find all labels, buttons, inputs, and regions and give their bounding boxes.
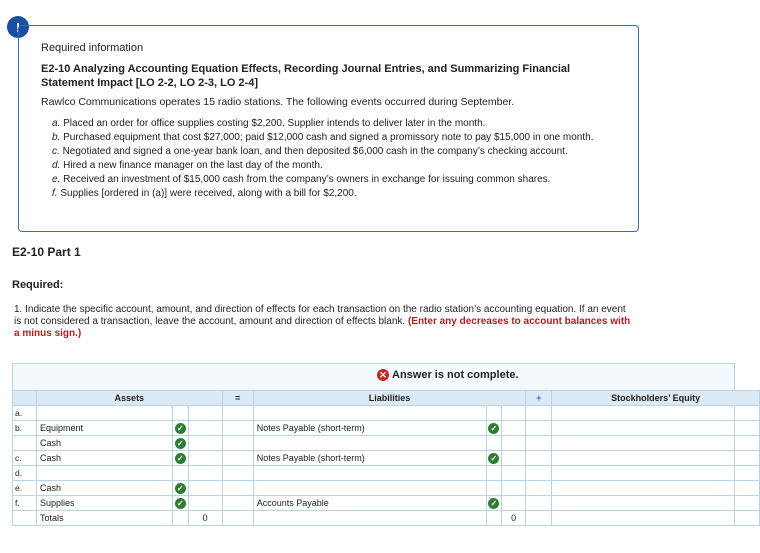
required-label: Required: [12, 279, 64, 291]
check-icon: ✓ [175, 498, 186, 509]
asset-amount-input[interactable] [188, 496, 222, 511]
equity-account-select[interactable] [552, 436, 760, 451]
asset-amount-input[interactable] [188, 436, 222, 451]
liability-amount-input[interactable] [501, 436, 525, 451]
exercise-intro: Rawlco Communications operates 15 radio stations. The following events occurred during September. [41, 96, 515, 108]
check-icon: ✓ [488, 498, 499, 509]
row-label: c. [13, 451, 37, 466]
answer-panel [12, 363, 735, 390]
row-label: f. [13, 496, 37, 511]
asset-account-select[interactable]: Cash [37, 436, 173, 451]
check-icon: ✓ [175, 483, 186, 494]
table-header-row [13, 391, 760, 406]
table-row [13, 406, 760, 421]
liability-amount-input[interactable] [501, 481, 525, 496]
check-icon: ✓ [175, 423, 186, 434]
asset-account-select[interactable]: Equipment [37, 421, 173, 436]
liability-account-select[interactable] [253, 436, 486, 451]
check-icon: ✓ [175, 438, 186, 449]
table-row [13, 436, 760, 451]
liability-account-select[interactable] [253, 481, 486, 496]
assets-header: Assets [37, 391, 223, 406]
row-label [13, 436, 37, 451]
check-icon: ✓ [488, 453, 499, 464]
equity-header: Stockholders’ Equity [552, 391, 760, 406]
row-label: b. [13, 421, 37, 436]
asset-account-select[interactable]: Cash [37, 481, 173, 496]
event-list [52, 118, 612, 202]
answer-status: ✕ Answer is not complete. [377, 369, 519, 381]
equals-sign: = [222, 391, 253, 406]
liabilities-total: 0 [501, 511, 525, 526]
totals-label: Totals [37, 511, 173, 526]
alert-icon: ! [7, 16, 29, 38]
instruction-text: 1. Indicate the specific account, amount, and direction of effects for each transaction on the radio station’s accounting equation. If an event is not considered a transaction, leave the account, amount and direction of effects blank. (Enter any decreases to account balances with a minus sign.) [14, 304, 631, 339]
table-row [13, 451, 760, 466]
liability-account-select[interactable]: Notes Payable (short-term) [253, 421, 486, 436]
asset-amount-input[interactable] [188, 481, 222, 496]
row-label: d. [13, 466, 37, 481]
instruction-note: (Enter any decreases to account balances with a minus sign.) [14, 316, 631, 339]
liability-amount-input[interactable] [501, 406, 525, 421]
table-row [13, 496, 760, 511]
totals-row [13, 511, 760, 526]
asset-account-select[interactable] [37, 466, 173, 481]
asset-amount-input[interactable] [188, 451, 222, 466]
asset-account-select[interactable]: Cash [37, 451, 173, 466]
asset-account-select[interactable] [37, 406, 173, 421]
liability-account-select[interactable]: Accounts Payable [253, 496, 486, 511]
check-icon: ✓ [175, 453, 186, 464]
equity-account-select[interactable] [552, 496, 760, 511]
event-item: c. Negotiated and signed a one-year bank loan, and then deposited $6,000 cash in the company’s checking account. [52, 146, 568, 157]
plus-sign: + [526, 391, 552, 406]
row-label: e. [13, 481, 37, 496]
row-label: a. [13, 406, 37, 421]
liability-account-select[interactable]: Notes Payable (short-term) [253, 451, 486, 466]
asset-amount-input[interactable] [188, 466, 222, 481]
liability-amount-input[interactable] [501, 421, 525, 436]
event-item: b. Purchased equipment that cost $27,000; paid $12,000 cash and signed a promissory note to pay $15,000 in one month. [52, 132, 594, 143]
equity-account-select[interactable] [552, 466, 760, 481]
table-row [13, 481, 760, 496]
event-item: a. Placed an order for office supplies costing $2,200. Supplier intends to deliver later in the month. [52, 118, 486, 129]
part-title: E2-10 Part 1 [12, 245, 81, 259]
liability-account-select[interactable] [253, 466, 486, 481]
equity-account-select[interactable] [552, 421, 760, 436]
equity-account-select[interactable] [552, 406, 760, 421]
equity-account-select[interactable] [552, 451, 760, 466]
asset-amount-input[interactable] [188, 406, 222, 421]
event-item: f. Supplies [ordered in (a)] were received, along with a bill for $2,200. [52, 188, 357, 199]
check-icon: ✓ [488, 423, 499, 434]
asset-account-select[interactable]: Supplies [37, 496, 173, 511]
exercise-title: E2-10 Analyzing Accounting Equation Effects, Recording Journal Entries, and Summarizing Financial Statement Impact [LO 2-2, LO 2-3, LO 2-4] [41, 63, 571, 89]
error-icon: ✕ [377, 369, 389, 381]
event-item: d. Hired a new finance manager on the last day of the month. [52, 160, 323, 171]
liabilities-header: Liabilities [253, 391, 526, 406]
equity-account-select[interactable] [552, 481, 760, 496]
liability-account-select[interactable] [253, 406, 486, 421]
required-information-box [18, 25, 639, 232]
event-item: e. Received an investment of $15,000 cash from the company’s owners in exchange for issuing common shares. [52, 174, 551, 185]
asset-amount-input[interactable] [188, 421, 222, 436]
table-row [13, 421, 760, 436]
liability-amount-input[interactable] [501, 466, 525, 481]
accounting-equation-table [12, 390, 760, 526]
required-information-heading: Required information [41, 42, 144, 54]
liability-amount-input[interactable] [501, 451, 525, 466]
assets-total: 0 [188, 511, 222, 526]
liability-amount-input[interactable] [501, 496, 525, 511]
table-row [13, 466, 760, 481]
